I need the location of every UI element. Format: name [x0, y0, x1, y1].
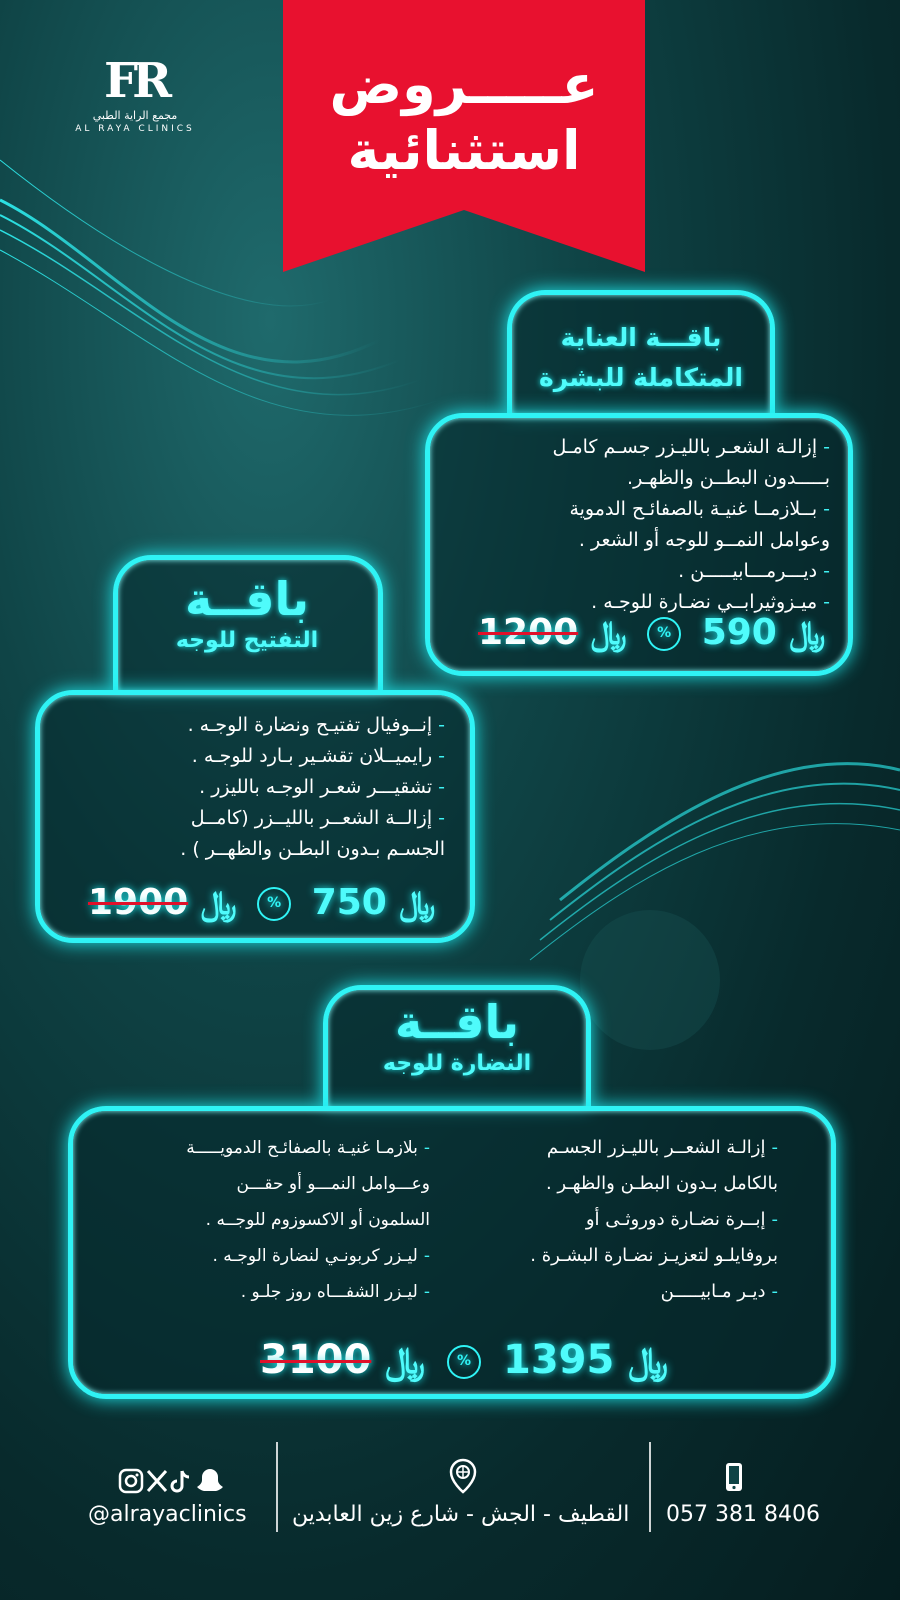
offer-2-new-price: 750 [311, 882, 387, 923]
discount-icon: % [447, 1345, 481, 1379]
currency-icon: ﷼ [200, 884, 237, 922]
divider [649, 1442, 651, 1532]
tiktok-icon[interactable] [172, 1471, 189, 1491]
offer-3-title-line-1: باقــة [394, 995, 519, 1049]
list-item: -ديـر مـابيـــــن [660, 1281, 778, 1302]
offer-2-old-price: 1900 [88, 882, 189, 923]
discount-icon: % [647, 617, 681, 651]
list-item: -إزالــة الشعــر بالليــزر (كامــل [190, 807, 445, 829]
list-item: بالكامل بـدون البطـن والظهـر . [545, 1173, 778, 1194]
offer-3-new-price: 1395 [503, 1337, 615, 1383]
list-item: -رايميــلان تقشـير بـارد للوجـه . [191, 745, 445, 767]
offer-1-title-line-1: باقـــة العناية [560, 323, 722, 352]
social-handle[interactable]: @alrayaclinics [88, 1502, 247, 1527]
list-item: -ليـزر الشفـــاه روز جلـو . [240, 1282, 430, 1302]
offer-1-price [478, 612, 825, 653]
list-item: بروفايلـو لتعزيـز نضـارة البشـرة . [530, 1245, 778, 1266]
phone-icon [724, 1462, 744, 1492]
divider [276, 1442, 278, 1532]
snapchat-icon[interactable] [197, 1469, 223, 1491]
offer-2-title-line-2: التفتيح للوجه [175, 628, 319, 653]
list-item: وعوامل النمــو للوجه أو الشعر . [578, 529, 830, 551]
offer-1-title [507, 318, 775, 398]
currency-icon: ﷼ [590, 614, 627, 652]
offer-1-new-price: 590 [701, 612, 777, 653]
list-item: -ديـــرمـــابيـــــن . [678, 560, 830, 582]
list-item: -إزالـة الشعــر بالليـزر الجسـم [546, 1137, 778, 1158]
address: القطيف - الجش - شارع زين العابدين [292, 1502, 630, 1527]
list-item: بـــــدون البطــن والظهـر. [627, 467, 830, 489]
offer-1-title-line-2: المتكاملة للبشرة [539, 363, 743, 392]
list-item: -إنــوفيال تفتيـح ونضارة الوجـه . [187, 714, 445, 736]
banner-line-2: استثنائية [347, 119, 581, 182]
list-item: السلمون أو الاكسوزوم للوجــه . [205, 1210, 430, 1230]
location-pin-icon [449, 1458, 477, 1494]
offer-1-items [445, 432, 830, 618]
banner-title [283, 52, 645, 184]
offer-3-items-left [110, 1130, 430, 1310]
list-item: -ليـزر كربونـي لنضارة الوجـه . [212, 1246, 430, 1266]
brand-name-english: AL RAYA CLINICS [75, 124, 195, 134]
offer-3-items-right [448, 1130, 778, 1310]
brand-logo [60, 55, 210, 155]
list-item: -تشقيـــر شعـر الوجـه بالليزر . [199, 776, 445, 798]
currency-icon: ﷼ [399, 884, 436, 922]
banner-line-1: عـــــروض [329, 53, 599, 116]
phone-number[interactable]: 057 381 8406 [666, 1502, 820, 1527]
list-item: الجسـم بـدون البطـن والظهــر ) . [180, 838, 445, 860]
instagram-icon[interactable] [120, 1470, 142, 1492]
list-item: -بــلازمــا غنيـة بالصفائـح الدموية [569, 498, 830, 520]
offer-3-price [260, 1337, 668, 1383]
list-item: -ميـزوثيرابــي نضـارة للوجـه . [591, 591, 830, 613]
offer-2-title [113, 572, 381, 656]
list-item: وعـــوامل النمـــو أو حقـــن [236, 1174, 430, 1194]
footer [0, 1420, 900, 1560]
offer-3-title [323, 995, 591, 1079]
list-item: -إزالـة الشعـر بالليـزر جسـم كامـل [552, 436, 830, 458]
social-icons [118, 1467, 228, 1495]
logo-mark: FR [104, 53, 166, 109]
offer-2-items [55, 710, 445, 865]
offer-2-price [88, 882, 435, 923]
offer-2-title-line-1: باقــة [184, 572, 309, 626]
currency-icon: ﷼ [628, 1341, 669, 1382]
currency-icon: ﷼ [385, 1341, 426, 1382]
discount-icon: % [257, 887, 291, 921]
list-item: -إبــرة نضـارة دوروثـى أو [585, 1209, 778, 1230]
currency-icon: ﷼ [789, 614, 826, 652]
offer-3-title-line-2: النضارة للوجه [382, 1051, 532, 1076]
list-item: -بلازمـا غنيـة بالصفائـح الدمويـــــة [186, 1138, 430, 1158]
offer-3-old-price: 3100 [260, 1337, 372, 1383]
brand-name-arabic: مجمع الراية الطبي [92, 109, 178, 122]
offer-1-old-price: 1200 [478, 612, 579, 653]
x-icon[interactable] [148, 1471, 166, 1491]
